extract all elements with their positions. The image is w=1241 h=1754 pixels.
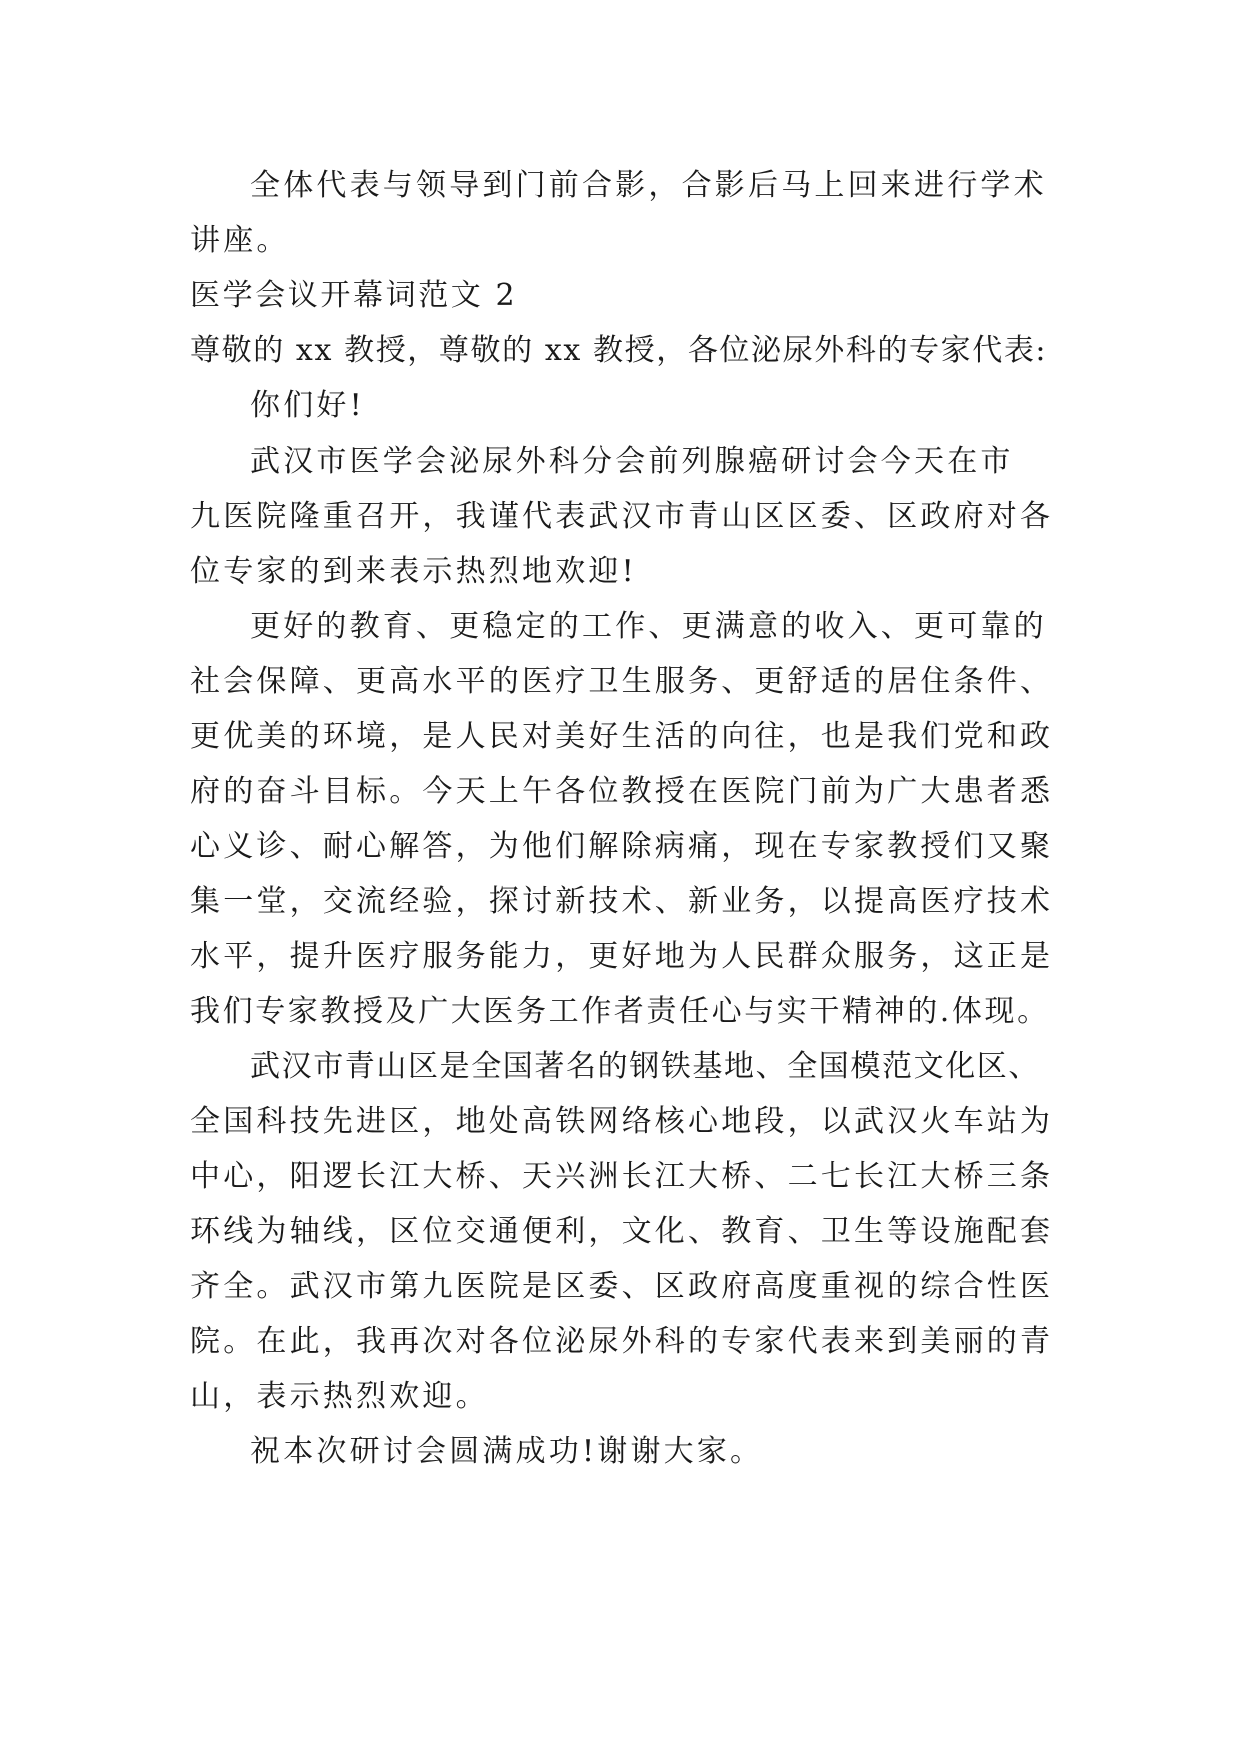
paragraph-line: 全体代表与领导到门前合影，合影后马上回来进行学术 — [250, 168, 1047, 203]
section-heading: 医学会议开幕词范文 2 — [190, 278, 518, 313]
paragraph-line: 讲座。 — [190, 223, 290, 258]
paragraph-line: 中心，阳逻长江大桥、天兴洲长江大桥、二七长江大桥三条 — [190, 1159, 1054, 1194]
paragraph-line: 集一堂，交流经验，探讨新技术、新业务，以提高医疗技术 — [190, 884, 1054, 919]
closing-line: 祝本次研讨会圆满成功!谢谢大家。 — [250, 1434, 764, 1469]
paragraph-line: 齐全。武汉市第九医院是区委、区政府高度重视的综合性医 — [190, 1269, 1054, 1304]
paragraph-line: 九医院隆重召开，我谨代表武汉市青山区区委、区政府对各 — [190, 499, 1054, 534]
paragraph-line: 山，表示热烈欢迎。 — [190, 1379, 489, 1414]
paragraph-line: 武汉市医学会泌尿外科分会前列腺癌研讨会今天在市 — [250, 444, 1014, 479]
paragraph-line: 更优美的环境，是人民对美好生活的向往，也是我们党和政 — [190, 719, 1054, 754]
paragraph-line: 更好的教育、更稳定的工作、更满意的收入、更可靠的 — [250, 609, 1047, 644]
paragraph-line: 位专家的到来表示热烈地欢迎! — [190, 554, 637, 589]
paragraph-line: 水平，提升医疗服务能力，更好地为人民群众服务，这正是 — [190, 939, 1054, 974]
paragraph-line: 武汉市青山区是全国著名的钢铁基地、全国模范文化区、 — [250, 1049, 1040, 1084]
paragraph-line: 心义诊、耐心解答，为他们解除病痛，现在专家教授们又聚 — [190, 829, 1054, 864]
paragraph-line: 全国科技先进区，地处高铁网络核心地段，以武汉火车站为 — [190, 1104, 1054, 1139]
paragraph-line: 我们专家教授及广大医务工作者责任心与实干精神的.体现。 — [190, 994, 1050, 1029]
paragraph-line: 府的奋斗目标。今天上午各位教授在医院门前为广大患者悉 — [190, 774, 1054, 809]
greeting: 你们好! — [250, 388, 365, 423]
paragraph-line: 社会保障、更高水平的医疗卫生服务、更舒适的居住条件、 — [190, 664, 1054, 699]
salutation: 尊敬的 xx 教授，尊敬的 xx 教授，各位泌尿外科的专家代表: — [190, 333, 1048, 368]
paragraph-line: 院。在此，我再次对各位泌尿外科的专家代表来到美丽的青 — [190, 1324, 1054, 1359]
paragraph-line: 环线为轴线，区位交通便利，文化、教育、卫生等设施配套 — [190, 1214, 1054, 1249]
